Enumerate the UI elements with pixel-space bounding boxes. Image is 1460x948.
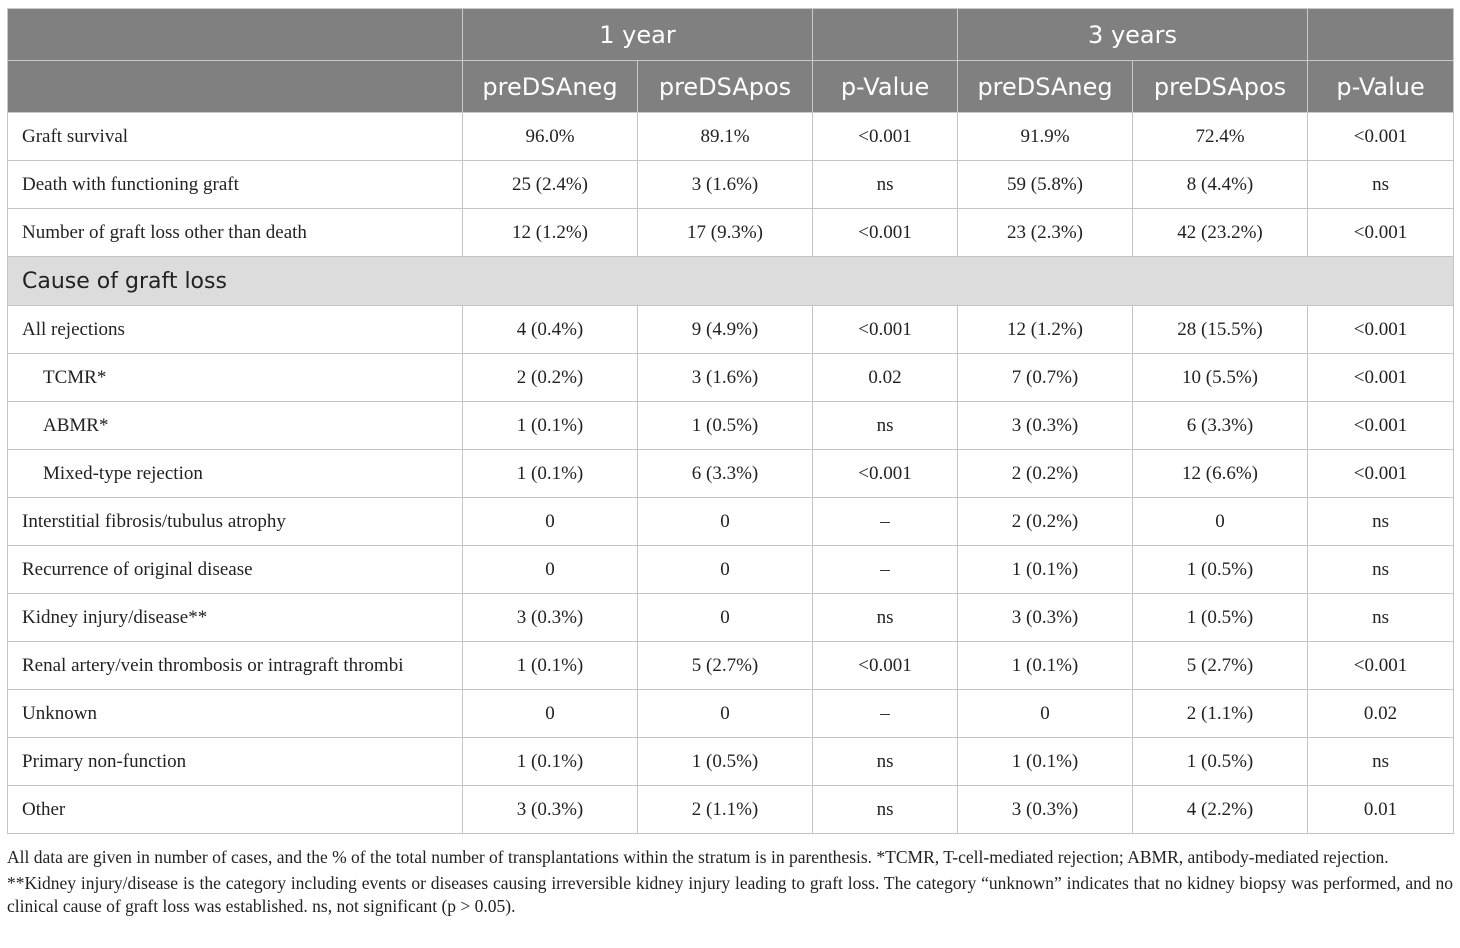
section-title: Cause of graft loss [8, 257, 1454, 306]
header-subcol: preDSAneg [958, 61, 1133, 113]
table-cell: 5 (2.7%) [1133, 642, 1308, 690]
table-cell: ns [813, 786, 958, 834]
table-cell: 2 (1.1%) [1133, 690, 1308, 738]
row-label: Mixed-type rejection [8, 450, 463, 498]
table-cell: ns [1308, 161, 1454, 209]
row-label: Death with functioning graft [8, 161, 463, 209]
table-cell: <0.001 [813, 450, 958, 498]
table-cell: 3 (0.3%) [958, 786, 1133, 834]
table-cell: <0.001 [1308, 450, 1454, 498]
table-cell: 1 (0.1%) [463, 402, 638, 450]
graft-loss-table [7, 8, 1454, 834]
row-label: Interstitial fibrosis/tubulus atrophy [8, 498, 463, 546]
header-group-row [8, 9, 1454, 61]
header-subcol: preDSAneg [463, 61, 638, 113]
header-subcol: preDSApos [1133, 61, 1308, 113]
table-cell: 1 (0.1%) [463, 738, 638, 786]
table-cell: 12 (1.2%) [958, 306, 1133, 354]
table-cell: 7 (0.7%) [958, 354, 1133, 402]
row-label: TCMR* [8, 354, 463, 402]
table-row [8, 161, 1454, 209]
header-subcol: p-Value [1308, 61, 1454, 113]
table-cell: ns [1308, 546, 1454, 594]
table-cell: 0 [638, 594, 813, 642]
table-cell: 2 (0.2%) [958, 450, 1133, 498]
table-cell: 8 (4.4%) [1133, 161, 1308, 209]
table-cell: 12 (1.2%) [463, 209, 638, 257]
table-row [8, 450, 1454, 498]
table-row [8, 642, 1454, 690]
table-cell: – [813, 498, 958, 546]
header-group-spacer [813, 9, 958, 61]
table-cell: 2 (0.2%) [463, 354, 638, 402]
table-cell: 3 (0.3%) [958, 594, 1133, 642]
section-row [8, 257, 1454, 306]
row-label: Number of graft loss other than death [8, 209, 463, 257]
table-cell: 2 (1.1%) [638, 786, 813, 834]
table-cell: <0.001 [1308, 402, 1454, 450]
table-cell: 0.02 [813, 354, 958, 402]
table-row [8, 738, 1454, 786]
table-row [8, 594, 1454, 642]
header-subcol-row [8, 61, 1454, 113]
table-cell: 89.1% [638, 113, 813, 161]
table-cell: 9 (4.9%) [638, 306, 813, 354]
table-cell: <0.001 [813, 209, 958, 257]
row-label: Renal artery/vein thrombosis or intragraft thrombi [8, 642, 463, 690]
table-row [8, 354, 1454, 402]
table-cell: 42 (23.2%) [1133, 209, 1308, 257]
table-cell: 1 (0.5%) [1133, 594, 1308, 642]
table-cell: 2 (0.2%) [958, 498, 1133, 546]
table-cell: 4 (2.2%) [1133, 786, 1308, 834]
header-group-1-year: 1 year [463, 9, 813, 61]
row-label: Other [8, 786, 463, 834]
table-cell: 1 (0.5%) [638, 738, 813, 786]
table-cell: ns [1308, 594, 1454, 642]
table-cell: 0 [463, 498, 638, 546]
table-cell: 5 (2.7%) [638, 642, 813, 690]
table-cell: ns [813, 738, 958, 786]
table-cell: 3 (1.6%) [638, 354, 813, 402]
row-label: Unknown [8, 690, 463, 738]
table-cell: 0 [638, 498, 813, 546]
results-table-container [7, 8, 1453, 834]
table-cell: 0 [638, 546, 813, 594]
table-cell: 4 (0.4%) [463, 306, 638, 354]
row-label: All rejections [8, 306, 463, 354]
row-label: Graft survival [8, 113, 463, 161]
table-cell: 6 (3.3%) [1133, 402, 1308, 450]
table-cell: ns [813, 594, 958, 642]
header-group-3-years: 3 years [958, 9, 1308, 61]
table-cell: 72.4% [1133, 113, 1308, 161]
table-cell: – [813, 546, 958, 594]
table-cell: 1 (0.5%) [638, 402, 813, 450]
table-cell: 0.02 [1308, 690, 1454, 738]
header-group-spacer [1308, 9, 1454, 61]
table-cell: 0 [1133, 498, 1308, 546]
table-cell: <0.001 [1308, 306, 1454, 354]
table-cell: 91.9% [958, 113, 1133, 161]
table-cell: 1 (0.1%) [463, 450, 638, 498]
table-cell: 0.01 [1308, 786, 1454, 834]
table-cell: 59 (5.8%) [958, 161, 1133, 209]
table-cell: ns [813, 402, 958, 450]
table-cell: <0.001 [813, 642, 958, 690]
table-cell: 3 (0.3%) [463, 594, 638, 642]
row-label: ABMR* [8, 402, 463, 450]
table-row [8, 786, 1454, 834]
table-cell: <0.001 [813, 306, 958, 354]
table-cell: 10 (5.5%) [1133, 354, 1308, 402]
table-cell: 3 (1.6%) [638, 161, 813, 209]
table-cell: <0.001 [1308, 209, 1454, 257]
row-label: Primary non-function [8, 738, 463, 786]
table-cell: ns [813, 161, 958, 209]
header-subcol: p-Value [813, 61, 958, 113]
table-row [8, 113, 1454, 161]
row-label: Recurrence of original disease [8, 546, 463, 594]
footnote: All data are given in number of cases, and the % of the total number of transplantations within the stratum is in parenthesis. *TCMR, T-cell-mediated rejection; ABMR, antibody-mediated rejection. [7, 847, 1389, 867]
table-cell: ns [1308, 498, 1454, 546]
table-row [8, 498, 1454, 546]
table-cell: 1 (0.1%) [958, 642, 1133, 690]
table-cell: 0 [463, 546, 638, 594]
table-cell: <0.001 [1308, 354, 1454, 402]
header-corner [8, 61, 463, 113]
table-footnotes [7, 846, 1453, 921]
footnote: **Kidney injury/disease is the category including events or diseases causing irreversible kidney injury leading to graft loss. The category “unknown” indicates that no kidney biopsy was performed, and no clinical cause of graft loss was established. ns, not significant (p > 0.05). [7, 873, 1453, 916]
table-cell: <0.001 [1308, 113, 1454, 161]
table-cell: 23 (2.3%) [958, 209, 1133, 257]
table-cell: 1 (0.1%) [463, 642, 638, 690]
table-cell: ns [1308, 738, 1454, 786]
table-cell: 0 [463, 690, 638, 738]
table-row [8, 402, 1454, 450]
header-subcol: preDSApos [638, 61, 813, 113]
table-cell: 28 (15.5%) [1133, 306, 1308, 354]
table-cell: 6 (3.3%) [638, 450, 813, 498]
table-row [8, 546, 1454, 594]
table-cell: 12 (6.6%) [1133, 450, 1308, 498]
table-cell: 1 (0.1%) [958, 738, 1133, 786]
table-row [8, 690, 1454, 738]
table-cell: 1 (0.5%) [1133, 546, 1308, 594]
row-label: Kidney injury/disease** [8, 594, 463, 642]
table-cell: 3 (0.3%) [463, 786, 638, 834]
table-cell: – [813, 690, 958, 738]
table-row [8, 306, 1454, 354]
header-corner [8, 9, 463, 61]
table-cell: 3 (0.3%) [958, 402, 1133, 450]
table-cell: 0 [958, 690, 1133, 738]
table-cell: 0 [638, 690, 813, 738]
table-cell: <0.001 [1308, 642, 1454, 690]
table-row [8, 209, 1454, 257]
table-cell: 1 (0.1%) [958, 546, 1133, 594]
table-cell: 17 (9.3%) [638, 209, 813, 257]
table-cell: 25 (2.4%) [463, 161, 638, 209]
table-cell: 96.0% [463, 113, 638, 161]
table-cell: 1 (0.5%) [1133, 738, 1308, 786]
table-cell: <0.001 [813, 113, 958, 161]
